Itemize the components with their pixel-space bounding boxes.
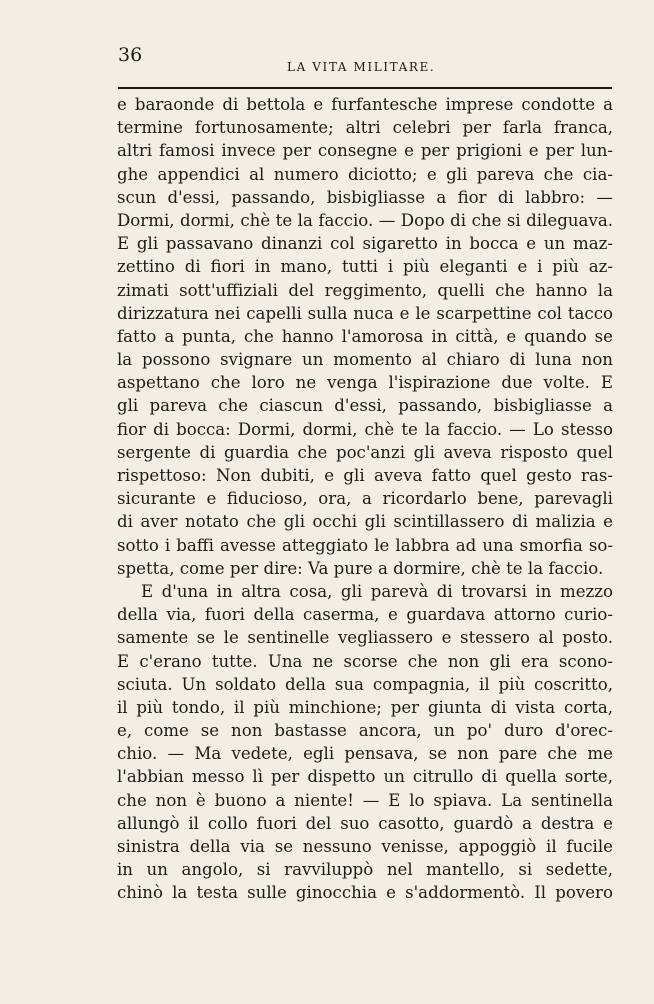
text-line: il più tondo, il più minchione; per giunta di vista corta, <box>117 697 613 717</box>
paragraph-end-line: spetta, come per dire: Va pure a dormire, chè te la faccio. <box>117 558 604 578</box>
text-line: e, come se non bastasse ancora, un po' duro d'orec- <box>117 721 613 741</box>
text-line: termine fortunosamente; altri celebri per farla franca, <box>117 118 613 138</box>
text-line: aspettano che loro ne venga l'ispirazione due volte. E <box>117 373 613 393</box>
text-line: fior di bocca: Dormi, dormi, chè te la faccio. — Lo stesso <box>117 419 613 439</box>
text-line: rispettoso: Non dubiti, e gli aveva fatto quel gesto ras- <box>117 466 613 485</box>
text-line: ghe appendici al numero diciotto; e gli pareva che cia- <box>117 164 613 184</box>
text-line: sicurante e fiducioso, ora, a ricordarlo bene, parevagli <box>117 489 613 509</box>
text-line: chio. — Ma vedete, egli pensava, se non pare che me <box>117 744 613 764</box>
text-line: che non è buono a niente! — E lo spiava. La sentinella <box>117 790 613 810</box>
text-line: gli pareva che ciascun d'essi, passando, bisbigliasse a <box>117 396 613 416</box>
paragraph-start-line: E d'una in altra cosa, gli parevà di trovarsi in mezzo <box>141 581 613 601</box>
text-line: scun d'essi, passando, bisbigliasse a fior di labbro: — <box>117 187 613 207</box>
text-line: chinò la testa sulle ginocchia e s'addormentò. Il povero <box>117 883 613 903</box>
body-text <box>117 93 613 905</box>
text-line: di aver notato che gli occhi gli scintillassero di malizia e <box>117 512 613 532</box>
running-title: LA VITA MILITARE. <box>287 60 436 74</box>
text-line: Dormi, dormi, chè te la faccio. — Dopo di che si dileguava. <box>117 210 613 230</box>
text-line: la possono svignare un momento al chiaro di luna non <box>117 350 613 370</box>
text-line: dirizzatura nei capelli sulla nuca e le scarpettine col tacco <box>117 303 613 323</box>
page-header <box>0 0 654 90</box>
page-number: 36 <box>118 44 143 66</box>
text-line: sotto i baffi avesse atteggiato le labbra ad una smorfia so- <box>117 535 613 555</box>
text-line: samente se le sentinelle vegliassero e stessero al posto. <box>117 628 613 648</box>
text-line: l'abbian messo lì per dispetto un citrullo di quella sorte, <box>117 767 613 787</box>
text-line: sciuta. Un soldato della sua compagnia, il più coscritto, <box>117 674 613 694</box>
text-line: allungò il collo fuori del suo casotto, guardò a destra e <box>117 813 613 833</box>
text-line: sergente di guardia che poc'anzi gli aveva risposto quel <box>117 442 613 462</box>
text-line: altri famosi invece per consegne e per prigioni e per lun- <box>117 141 613 161</box>
text-line: sinistra della via se nessuno venisse, appoggiò il fucile <box>117 837 613 856</box>
text-line: della via, fuori della caserma, e guardava attorno curio- <box>117 605 613 625</box>
text-line: e baraonde di bettola e furfantesche imprese condotte a <box>117 95 613 114</box>
text-line: E gli passavano dinanzi col sigaretto in bocca e un maz- <box>117 234 613 254</box>
text-line: fatto a punta, che hanno l'amorosa in città, e quando se <box>117 326 613 346</box>
text-line: zettino di fiori in mano, tutti i più eleganti e i più az- <box>117 257 613 277</box>
text-line: in un angolo, si ravviluppò nel mantello, si sedette, <box>117 860 613 880</box>
text-line: zimati sott'uffiziali del reggimento, quelli che hanno la <box>117 280 613 300</box>
text-line: E c'erano tutte. Una ne scorse che non gli era scono- <box>117 651 613 671</box>
header-rule <box>118 87 612 89</box>
